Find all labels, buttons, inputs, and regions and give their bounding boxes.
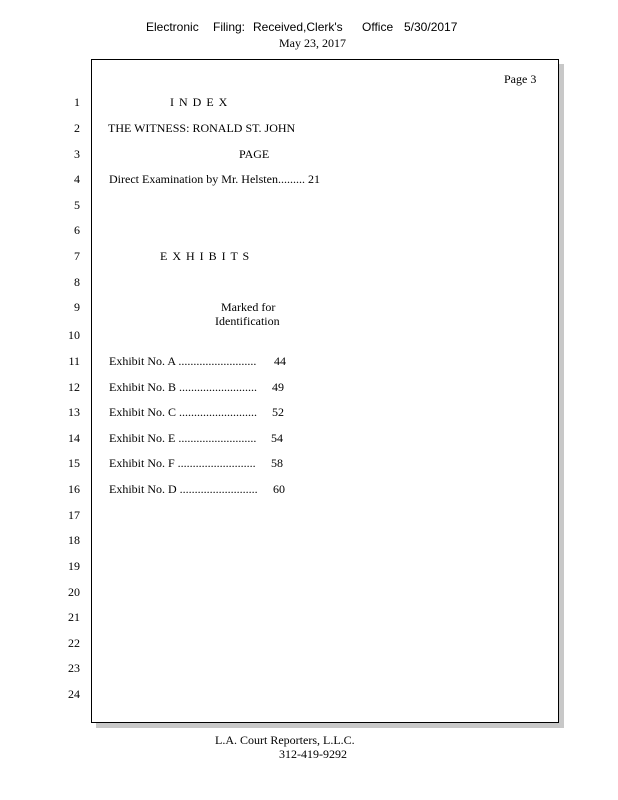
line-number: 5 [74,198,80,212]
exhibit-label: Exhibit No. D .......................... [109,482,258,496]
exhibit-label: Exhibit No. B .......................... [109,380,258,394]
exhibit-page: 60 [273,482,285,496]
line-number: 7 [74,249,80,263]
line-number: 18 [68,533,80,547]
line-number: 1 [74,95,80,109]
line-number: 22 [68,636,80,650]
exhibit-page: 58 [271,456,283,470]
exhibit-page: 54 [271,431,283,445]
line-number: 2 [74,121,80,135]
index-heading: I N D E X [170,95,229,109]
stamp-word: Filing: [213,20,246,34]
exhibit-label: Exhibit No. F .......................... [109,456,256,470]
line-number: 10 [68,328,80,342]
page-number: Page 3 [504,72,537,86]
exhibits-heading: E X H I B I T S [160,249,251,263]
line-number: 24 [68,687,80,701]
exhibit-page: 44 [274,354,286,368]
line-number: 8 [74,275,80,289]
line-number: 20 [68,585,80,599]
line-number: 12 [68,380,80,394]
page-column-header: PAGE [239,147,270,161]
stamp-word: Received,Clerk's [253,20,343,34]
filing-stamp [0,20,618,36]
line-number: 19 [68,559,80,573]
exhibit-page: 52 [272,405,284,419]
line-number: 6 [74,223,80,237]
stamp-word: Electronic [146,20,199,34]
stamp-word: Office [362,20,394,34]
stamp-word: 5/30/2017 [404,20,458,34]
line-number: 11 [68,354,80,368]
exhibit-label: Exhibit No. A .......................... [109,354,257,368]
identification-label: Identification [215,314,280,328]
witness-line: THE WITNESS: RONALD ST. JOHN [108,121,296,135]
transcript-date: May 23, 2017 [279,36,346,50]
exhibit-page: 49 [272,380,284,394]
line-number: 15 [68,456,80,470]
line-number: 13 [68,405,80,419]
line-number: 4 [74,172,80,186]
line-number: 17 [68,508,80,522]
exhibit-label: Exhibit No. E .......................... [109,431,257,445]
exhibit-label: Exhibit No. C .......................... [109,405,258,419]
court-reporter-phone: 312-419-9292 [279,747,347,761]
line-number: 16 [68,482,80,496]
court-reporter-name: L.A. Court Reporters, L.L.C. [215,733,355,747]
line-number: 14 [68,431,80,445]
line-number: 9 [74,300,80,314]
marked-for-label: Marked for [221,300,276,314]
line-number: 21 [68,610,80,624]
line-number: 23 [68,661,80,675]
line-number: 3 [74,147,80,161]
direct-examination-entry: Direct Examination by Mr. Helsten......... 21 [109,172,320,186]
